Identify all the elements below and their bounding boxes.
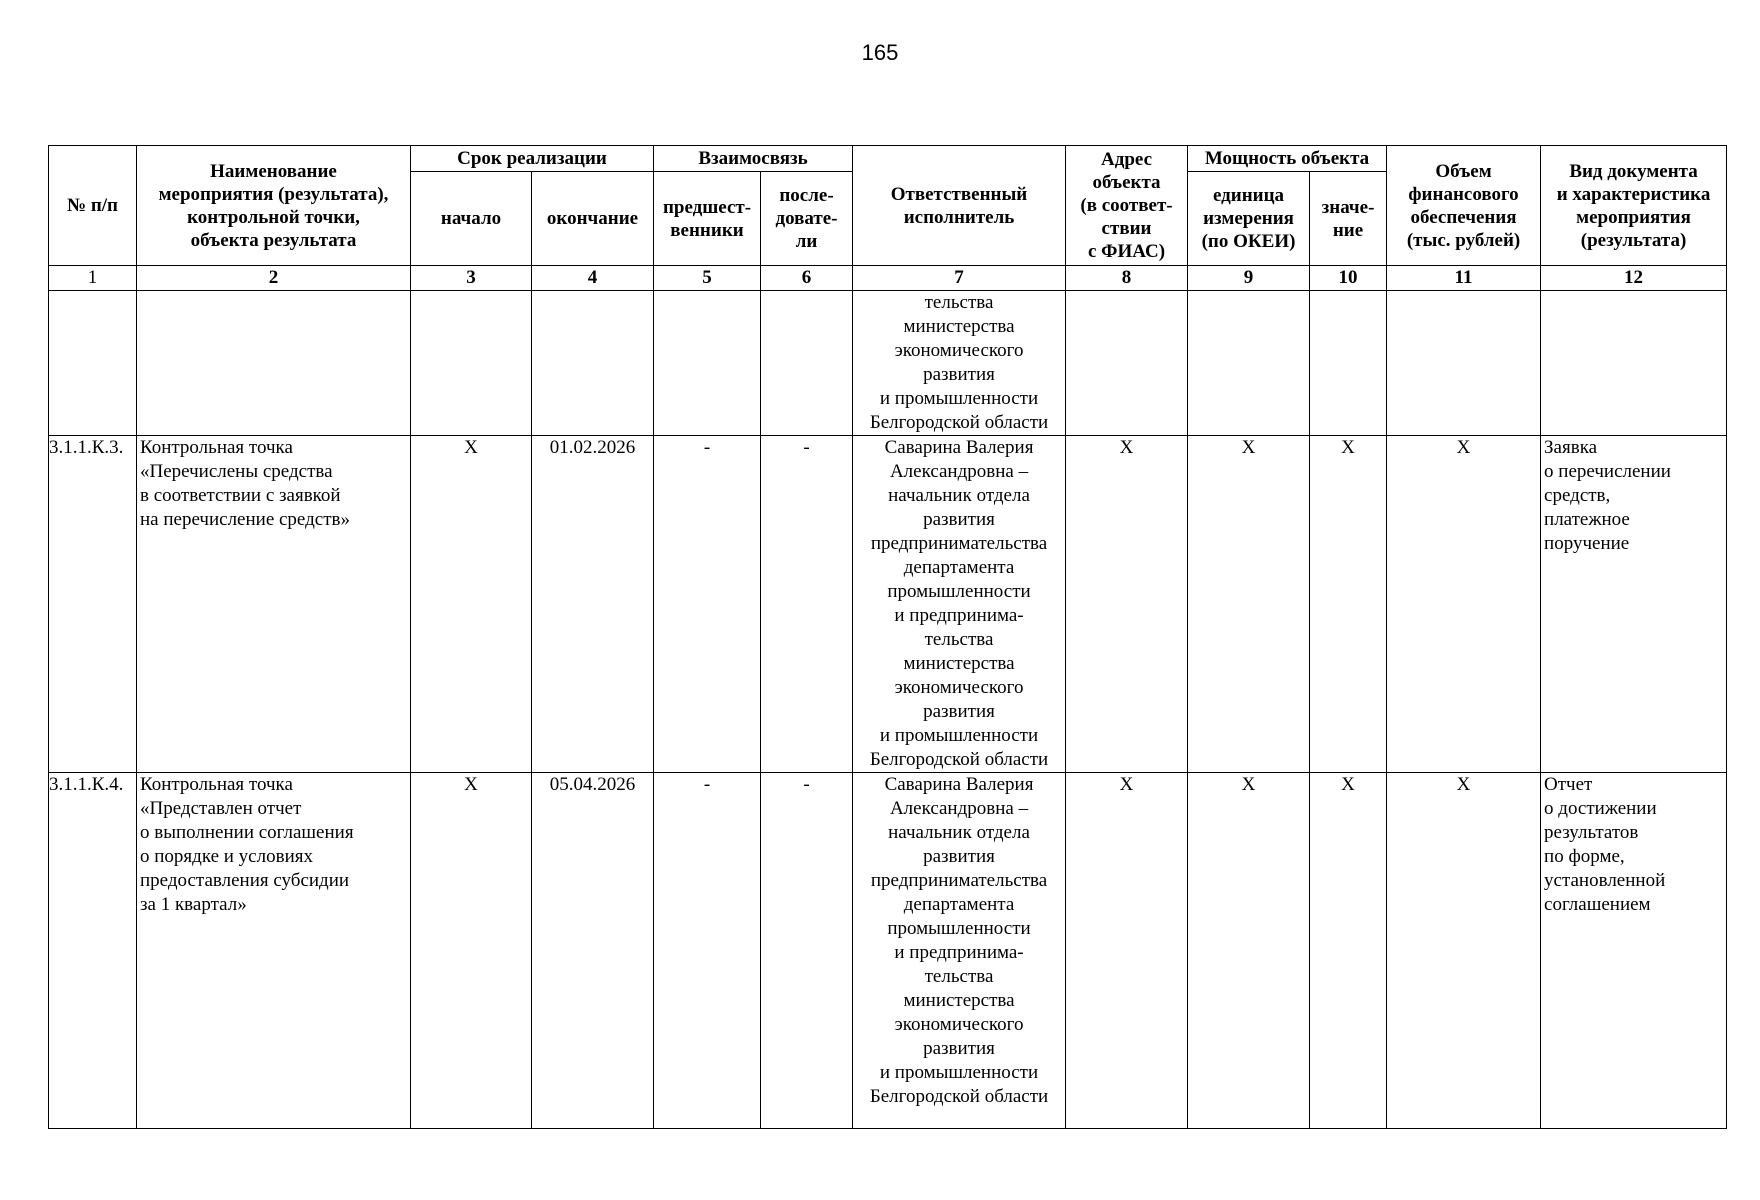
header-finance: Объем финансового обеспечения (тыс. рублей) — [1387, 146, 1541, 266]
cell-start — [411, 291, 532, 436]
cell-responsible: Саварина Валерия Александровна – начальник отдела развития предпринимательства департамента промышленности и предпринима- тельства министерства экономического развития и промышленности Белгородской области — [853, 773, 1066, 1129]
column-number: 2 — [137, 266, 411, 291]
table-row — [49, 436, 1727, 773]
table-row — [49, 773, 1727, 1129]
column-number: 10 — [1310, 266, 1387, 291]
cell-successors — [761, 291, 853, 436]
column-number: 3 — [411, 266, 532, 291]
column-number: 9 — [1188, 266, 1310, 291]
cell-successors: - — [761, 436, 853, 773]
cell-finance: X — [1387, 436, 1541, 773]
column-number: 11 — [1387, 266, 1541, 291]
cell-value — [1310, 291, 1387, 436]
cell-unit: X — [1188, 773, 1310, 1129]
header-successors: после- довате- ли — [761, 172, 853, 266]
cell-responsible: Саварина Валерия Александровна – начальник отдела развития предпринимательства департамента промышленности и предпринима- тельства министерства экономического развития и промышленности Белгородской области — [853, 436, 1066, 773]
cell-responsible: тельства министерства экономического развития и промышленности Белгородской области — [853, 291, 1066, 436]
cell-unit — [1188, 291, 1310, 436]
cell-predecessors: - — [654, 773, 761, 1129]
cell-doc: Заявка о перечислении средств, платежное поручение — [1541, 436, 1727, 773]
cell-doc: Отчет о достижении результатов по форме, установленной соглашением — [1541, 773, 1727, 1129]
page-number: 165 — [861, 40, 899, 65]
cell-address — [1066, 291, 1188, 436]
column-number-row — [49, 266, 1727, 291]
table-row-continuation — [49, 291, 1727, 436]
header-num: № п/п — [49, 146, 137, 266]
header-end: окончание — [532, 172, 654, 266]
column-number: 6 — [761, 266, 853, 291]
cell-start: X — [411, 436, 532, 773]
header-responsible: Ответственный исполнитель — [853, 146, 1066, 266]
column-number: 5 — [654, 266, 761, 291]
header-relation: Взаимосвязь — [654, 146, 853, 172]
column-number: 1 — [49, 266, 137, 291]
cell-num — [49, 291, 137, 436]
cell-name: Контрольная точка «Перечислены средства в соответствии с заявкой на перечисление средств» — [137, 436, 411, 773]
cell-end: 01.02.2026 — [532, 436, 654, 773]
header-name: Наименование мероприятия (результата), контрольной точки, объекта результата — [137, 146, 411, 266]
cell-value: X — [1310, 773, 1387, 1129]
header-value: значе- ние — [1310, 172, 1387, 266]
cell-predecessors: - — [654, 436, 761, 773]
column-number: 12 — [1541, 266, 1727, 291]
cell-predecessors — [654, 291, 761, 436]
plan-table — [48, 145, 1727, 1129]
header-predecessors: предшест- венники — [654, 172, 761, 266]
cell-end — [532, 291, 654, 436]
column-number: 4 — [532, 266, 654, 291]
cell-value: X — [1310, 436, 1387, 773]
header-capacity: Мощность объекта — [1188, 146, 1387, 172]
header-start: начало — [411, 172, 532, 266]
header-doc: Вид документа и характеристика мероприятия (результата) — [1541, 146, 1727, 266]
cell-name — [137, 291, 411, 436]
column-number: 7 — [853, 266, 1066, 291]
cell-address: X — [1066, 773, 1188, 1129]
cell-name: Контрольная точка «Представлен отчет о выполнении соглашения о порядке и условиях предоставления субсидии за 1 квартал» — [137, 773, 411, 1129]
column-number: 8 — [1066, 266, 1188, 291]
header-unit: единица измерения (по ОКЕИ) — [1188, 172, 1310, 266]
cell-doc — [1541, 291, 1727, 436]
cell-unit: X — [1188, 436, 1310, 773]
cell-num: 3.1.1.К.3. — [49, 436, 137, 773]
cell-finance: X — [1387, 773, 1541, 1129]
table-header — [49, 146, 1727, 291]
cell-num: 3.1.1.К.4. — [49, 773, 137, 1129]
cell-address: X — [1066, 436, 1188, 773]
header-period: Срок реализации — [411, 146, 654, 172]
cell-end: 05.04.2026 — [532, 773, 654, 1129]
header-address: Адрес объекта (в соответ- ствии с ФИАС) — [1066, 146, 1188, 266]
cell-successors: - — [761, 773, 853, 1129]
cell-start: X — [411, 773, 532, 1129]
cell-finance — [1387, 291, 1541, 436]
